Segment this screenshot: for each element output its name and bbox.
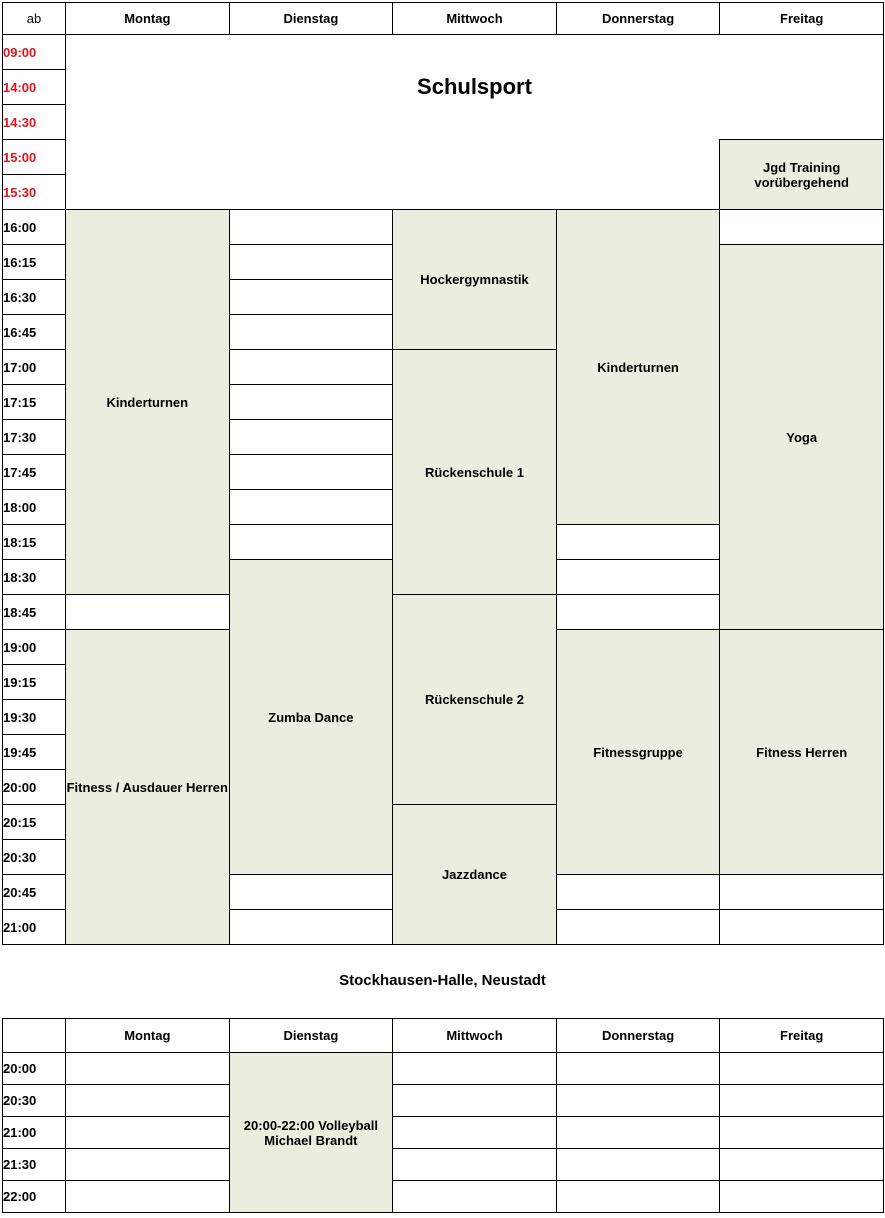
time-label: 18:15 [3, 525, 66, 560]
table-row [3, 210, 884, 245]
activity-jgd-training: Jgd Training vorübergehend [720, 140, 884, 210]
empty-slot [556, 595, 720, 630]
time-label: 21:00 [3, 1117, 66, 1149]
empty-slot [720, 1181, 884, 1213]
empty-slot [229, 455, 393, 490]
header-row [3, 3, 884, 35]
table-row [3, 1053, 884, 1085]
table-row [3, 140, 884, 175]
day-header-friday: Freitag [720, 1019, 884, 1053]
time-label: 17:15 [3, 385, 66, 420]
time-label: 21:30 [3, 1149, 66, 1181]
time-label: 20:00 [3, 1053, 66, 1085]
time-label: 17:30 [3, 420, 66, 455]
empty-slot [720, 1085, 884, 1117]
day-header-wednesday: Mittwoch [393, 1019, 557, 1053]
empty-slot [720, 1053, 884, 1085]
table-row [3, 1181, 884, 1213]
hall-title: Stockhausen-Halle, Neustadt [339, 972, 546, 989]
empty-slot [556, 525, 720, 560]
activity-wed-hockergymnastik: Hockergymnastik [393, 210, 557, 350]
empty-slot [229, 245, 393, 280]
time-label: 09:00 [3, 35, 66, 70]
empty-slot [556, 1181, 720, 1213]
time-label: 15:00 [3, 140, 66, 175]
time-label: 20:15 [3, 805, 66, 840]
time-label: 14:30 [3, 105, 66, 140]
day-header-friday: Freitag [720, 3, 884, 35]
corner-label: ab [3, 3, 66, 35]
empty-slot [720, 210, 884, 245]
empty-slot [229, 525, 393, 560]
time-label: 15:30 [3, 175, 66, 210]
empty-slot [66, 1117, 230, 1149]
activity-mon-kinderturnen: Kinderturnen [66, 210, 230, 595]
empty-slot [229, 210, 393, 245]
table-row [3, 1085, 884, 1117]
time-label: 16:30 [3, 280, 66, 315]
empty-slot [720, 875, 884, 910]
empty-slot [66, 595, 230, 630]
empty-slot [720, 1149, 884, 1181]
time-label: 18:45 [3, 595, 66, 630]
time-label: 19:30 [3, 700, 66, 735]
empty-slot [556, 1085, 720, 1117]
time-label: 18:30 [3, 560, 66, 595]
empty-slot [556, 1117, 720, 1149]
activity-wed-jazzdance: Jazzdance [393, 805, 557, 945]
empty-slot [66, 1149, 230, 1181]
empty-slot [393, 1053, 557, 1085]
time-label: 20:00 [3, 770, 66, 805]
empty-slot [393, 1117, 557, 1149]
day-header-thursday: Donnerstag [556, 3, 720, 35]
empty-slot [556, 1149, 720, 1181]
empty-slot [66, 1085, 230, 1117]
day-header-wednesday: Mittwoch [393, 3, 557, 35]
activity-tue-volleyball: 20:00-22:00 Volleyball Michael Brandt [229, 1053, 393, 1213]
time-label: 16:15 [3, 245, 66, 280]
empty-slot [556, 560, 720, 595]
activity-thu-fitnessgruppe: Fitnessgruppe [556, 630, 720, 875]
empty-slot [393, 1085, 557, 1117]
time-label: 14:00 [3, 70, 66, 105]
activity-fri-yoga: Yoga [720, 245, 884, 630]
empty-slot [66, 1181, 230, 1213]
time-label: 21:00 [3, 910, 66, 945]
schulsport-continuation [66, 140, 720, 210]
header-row [3, 1019, 884, 1053]
schulsport-block: Schulsport [66, 35, 884, 140]
empty-slot [229, 385, 393, 420]
activity-tue-zumba-dance: Zumba Dance [229, 560, 393, 875]
empty-slot [229, 490, 393, 525]
table-row [3, 1117, 884, 1149]
time-label: 16:45 [3, 315, 66, 350]
time-label: 18:00 [3, 490, 66, 525]
day-header-monday: Montag [66, 3, 230, 35]
empty-slot [556, 910, 720, 945]
schedule-table-stockhausen [2, 1018, 884, 1213]
empty-slot [229, 910, 393, 945]
empty-slot [229, 875, 393, 910]
schedule-table-main [2, 2, 884, 945]
day-header-thursday: Donnerstag [556, 1019, 720, 1053]
time-label: 20:45 [3, 875, 66, 910]
time-label: 17:45 [3, 455, 66, 490]
empty-slot [393, 1181, 557, 1213]
table-row [3, 1149, 884, 1181]
activity-fri-fitness-herren: Fitness Herren [720, 630, 884, 875]
time-label: 19:00 [3, 630, 66, 665]
empty-slot [229, 315, 393, 350]
time-label: 17:00 [3, 350, 66, 385]
empty-slot [229, 420, 393, 455]
time-label: 19:15 [3, 665, 66, 700]
activity-thu-kinderturnen: Kinderturnen [556, 210, 720, 525]
empty-slot [393, 1149, 557, 1181]
empty-slot [556, 875, 720, 910]
activity-mon-fitness-ausdauer: Fitness / Ausdauer Herren [66, 630, 230, 945]
activity-wed-rueckenschule-2: Rückenschule 2 [393, 595, 557, 805]
activity-wed-rueckenschule-1: Rückenschule 1 [393, 350, 557, 595]
time-label: 16:00 [3, 210, 66, 245]
empty-slot [66, 1053, 230, 1085]
empty-slot [556, 1053, 720, 1085]
corner-empty [3, 1019, 66, 1053]
time-label: 20:30 [3, 1085, 66, 1117]
table-row [3, 35, 884, 70]
time-label: 20:30 [3, 840, 66, 875]
day-header-tuesday: Dienstag [229, 3, 393, 35]
empty-slot [720, 1117, 884, 1149]
day-header-monday: Montag [66, 1019, 230, 1053]
empty-slot [229, 350, 393, 385]
empty-slot [720, 910, 884, 945]
time-label: 19:45 [3, 735, 66, 770]
day-header-tuesday: Dienstag [229, 1019, 393, 1053]
empty-slot [229, 280, 393, 315]
time-label: 22:00 [3, 1181, 66, 1213]
